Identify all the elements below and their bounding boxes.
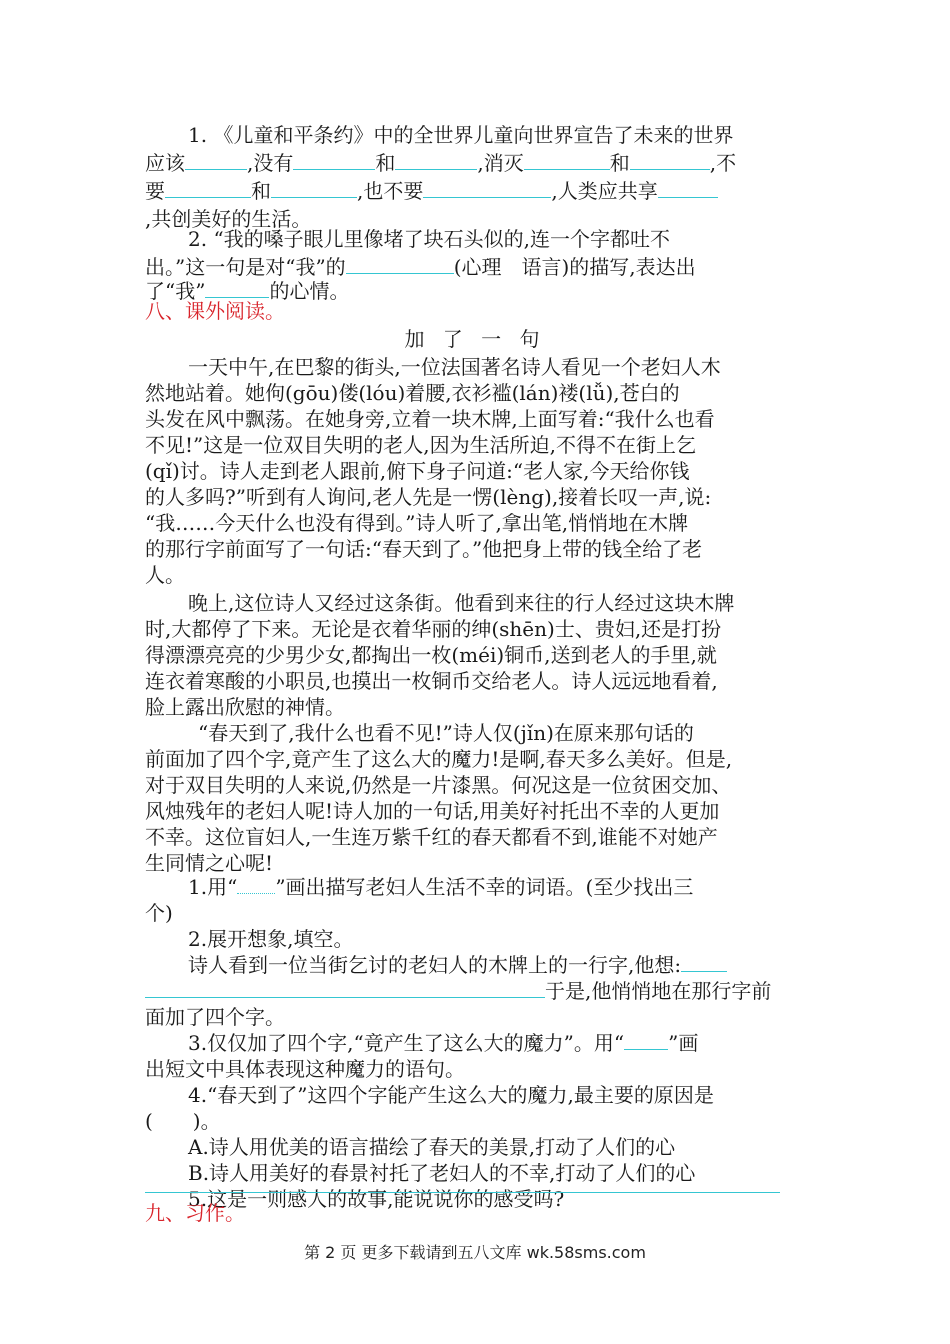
- article-line: 时,大都停了下来。无论是衣着华丽的绅(shēn)士、贵妇,还是打扮: [145, 617, 722, 641]
- section-8-heading: 八、课外阅读。: [145, 299, 285, 323]
- q1-text: ,也不要: [357, 179, 424, 203]
- q1-line1: 1. 《儿童和平条约》中的全世界儿童向世界宣告了未来的世界: [188, 123, 734, 147]
- answer-blank[interactable]: [293, 149, 375, 170]
- wavy-underline-sample: [237, 875, 275, 894]
- question-4-paren[interactable]: ( )。: [145, 1109, 221, 1133]
- article-line: 一天中午,在巴黎的街头,一位法国著名诗人看见一个老妇人木: [188, 355, 721, 379]
- answer-blank[interactable]: [524, 149, 610, 170]
- article-line: 对于双目失明的人来说,仍然是一片漆黑。何况这是一位贫困交加、: [145, 773, 732, 797]
- question-1: [188, 872, 693, 902]
- option-b[interactable]: B.诗人用美好的春景衬托了老妇人的不幸,打动了人们的心: [188, 1161, 696, 1185]
- answer-blank[interactable]: [630, 149, 710, 170]
- q1-text: 要: [145, 179, 165, 203]
- article-line: 的人多吗?”听到有人询问,老人先是一愣(lèng),接着长叹一声,说:: [145, 485, 712, 509]
- q1-text: 和: [375, 151, 396, 175]
- q2-line1: 2. “我的嗓子眼儿里像堵了块石头似的,连一个字都吐不: [188, 227, 671, 251]
- answer-blank[interactable]: [395, 149, 477, 170]
- answer-blank[interactable]: [658, 177, 718, 198]
- q1-text: ,没有: [247, 151, 294, 175]
- answer-blank[interactable]: [681, 951, 727, 972]
- article-line: 连衣着寒酸的小职员,也摸出一枚铜币交给老人。诗人远远地看着,: [145, 669, 718, 693]
- article-line: “我……今天什么也没有得到。”诗人听了,拿出笔,悄悄地在木牌: [145, 511, 689, 535]
- q1-text: 和: [251, 179, 271, 203]
- article-line: 晚上,这位诗人又经过这条街。他看到来往的行人经过这块木牌: [188, 591, 735, 615]
- article-line: 不幸。这位盲妇人,一生连万紫千红的春天都看不到,谁能不对她产: [145, 825, 718, 849]
- q1-line2: [145, 148, 736, 178]
- answer-blank[interactable]: [205, 277, 269, 298]
- article-line: 然地站着。她佝(gōu)偻(lóu)着腰,衣衫褴(lán)褛(lǚ),苍白的: [145, 381, 680, 405]
- article-line: 风烛残年的老妇人呢!诗人加的一句话,用美好衬托出不幸的人更加: [145, 799, 720, 823]
- article-line: 前面加了四个字,竟产生了这么大的魔力!是啊,春天多么美好。但是,: [145, 747, 733, 771]
- q2-text: 出。”这一句是对“我”的: [145, 255, 346, 279]
- article-line: 不见!”这是一位双目失明的老人,因为生活所迫,不得不在街上乞: [145, 433, 696, 457]
- question-text: ”画: [668, 1031, 699, 1055]
- article-line: 的那行字前面写了一句话:“春天到了。”他把身上带的钱全给了老: [145, 537, 703, 561]
- article-line: 头发在风中飘荡。在她身旁,立着一块木牌,上面写着:“我什么也看: [145, 407, 715, 431]
- article-line: 脸上露出欣慰的神情。: [145, 695, 345, 719]
- page-footer: 第 2 页 更多下载请到五八文库 wk.58sms.com: [304, 1243, 646, 1262]
- question-text: ”画出描写老妇人生活不幸的词语。(至少找出三: [275, 875, 694, 899]
- q1-line3: [145, 176, 718, 206]
- question-2-line3: 面加了四个字。: [145, 1005, 285, 1029]
- article-line: 得漂漂亮亮的少男少女,都掏出一枚(méi)铜币,送到老人的手里,就: [145, 643, 717, 667]
- q1-text: 应该: [145, 151, 185, 175]
- question-text: 1.用“: [188, 875, 238, 899]
- article-line: “春天到了,我什么也看不见!”诗人仅(jǐn)在原来那句话的: [198, 721, 694, 745]
- question-1-cont: 个): [145, 901, 173, 925]
- q1-line4: ,共创美好的生活。: [145, 207, 312, 231]
- section-9-heading: 九、习作。: [145, 1201, 245, 1225]
- article-title: 加 了 一 句: [404, 327, 546, 351]
- question-3-cont: 出短文中具体表现这种魔力的语句。: [145, 1057, 465, 1081]
- question-text: 3.仅仅加了四个字,“竟产生了这么大的魔力”。用“: [188, 1031, 625, 1055]
- answer-blank[interactable]: [346, 253, 454, 274]
- q1-text: ,人类应共享: [551, 179, 658, 203]
- question-2: 2.展开想象,填空。: [188, 927, 354, 951]
- q2-text: (心理 语言)的描写,表达出: [453, 255, 696, 279]
- answer-blank[interactable]: [165, 177, 251, 198]
- answer-line[interactable]: [145, 1192, 780, 1193]
- answer-blank[interactable]: [423, 177, 551, 198]
- question-text: 于是,他悄悄地在那行字前: [545, 979, 772, 1003]
- answer-blank[interactable]: [185, 149, 247, 170]
- q2-text: 了“我”: [145, 279, 206, 303]
- answer-blank[interactable]: [145, 977, 545, 998]
- q1-text: ,消灭: [477, 151, 524, 175]
- option-a[interactable]: A.诗人用优美的语言描绘了春天的美景,打动了人们的心: [188, 1135, 676, 1159]
- question-5: 5.这是一则感人的故事,能说说你的感受吗?: [188, 1187, 565, 1211]
- answer-blank[interactable]: [271, 177, 357, 198]
- question-4: 4.“春天到了”这四个字能产生这么大的魔力,最主要的原因是: [188, 1083, 714, 1107]
- q1-text: 和: [609, 151, 630, 175]
- article-line: 生同情之心呢!: [145, 851, 274, 875]
- straight-underline-sample: [624, 1029, 668, 1050]
- article-line: (qǐ)讨。诗人走到老人跟前,俯下身子问道:“老人家,今天给你钱: [145, 459, 690, 483]
- q1-text: ,不: [709, 151, 737, 175]
- q2-text: 的心情。: [269, 279, 350, 303]
- article-line: 人。: [145, 563, 185, 587]
- question-text: 诗人看到一位当街乞讨的老妇人的木牌上的一行字,他想:: [188, 953, 682, 977]
